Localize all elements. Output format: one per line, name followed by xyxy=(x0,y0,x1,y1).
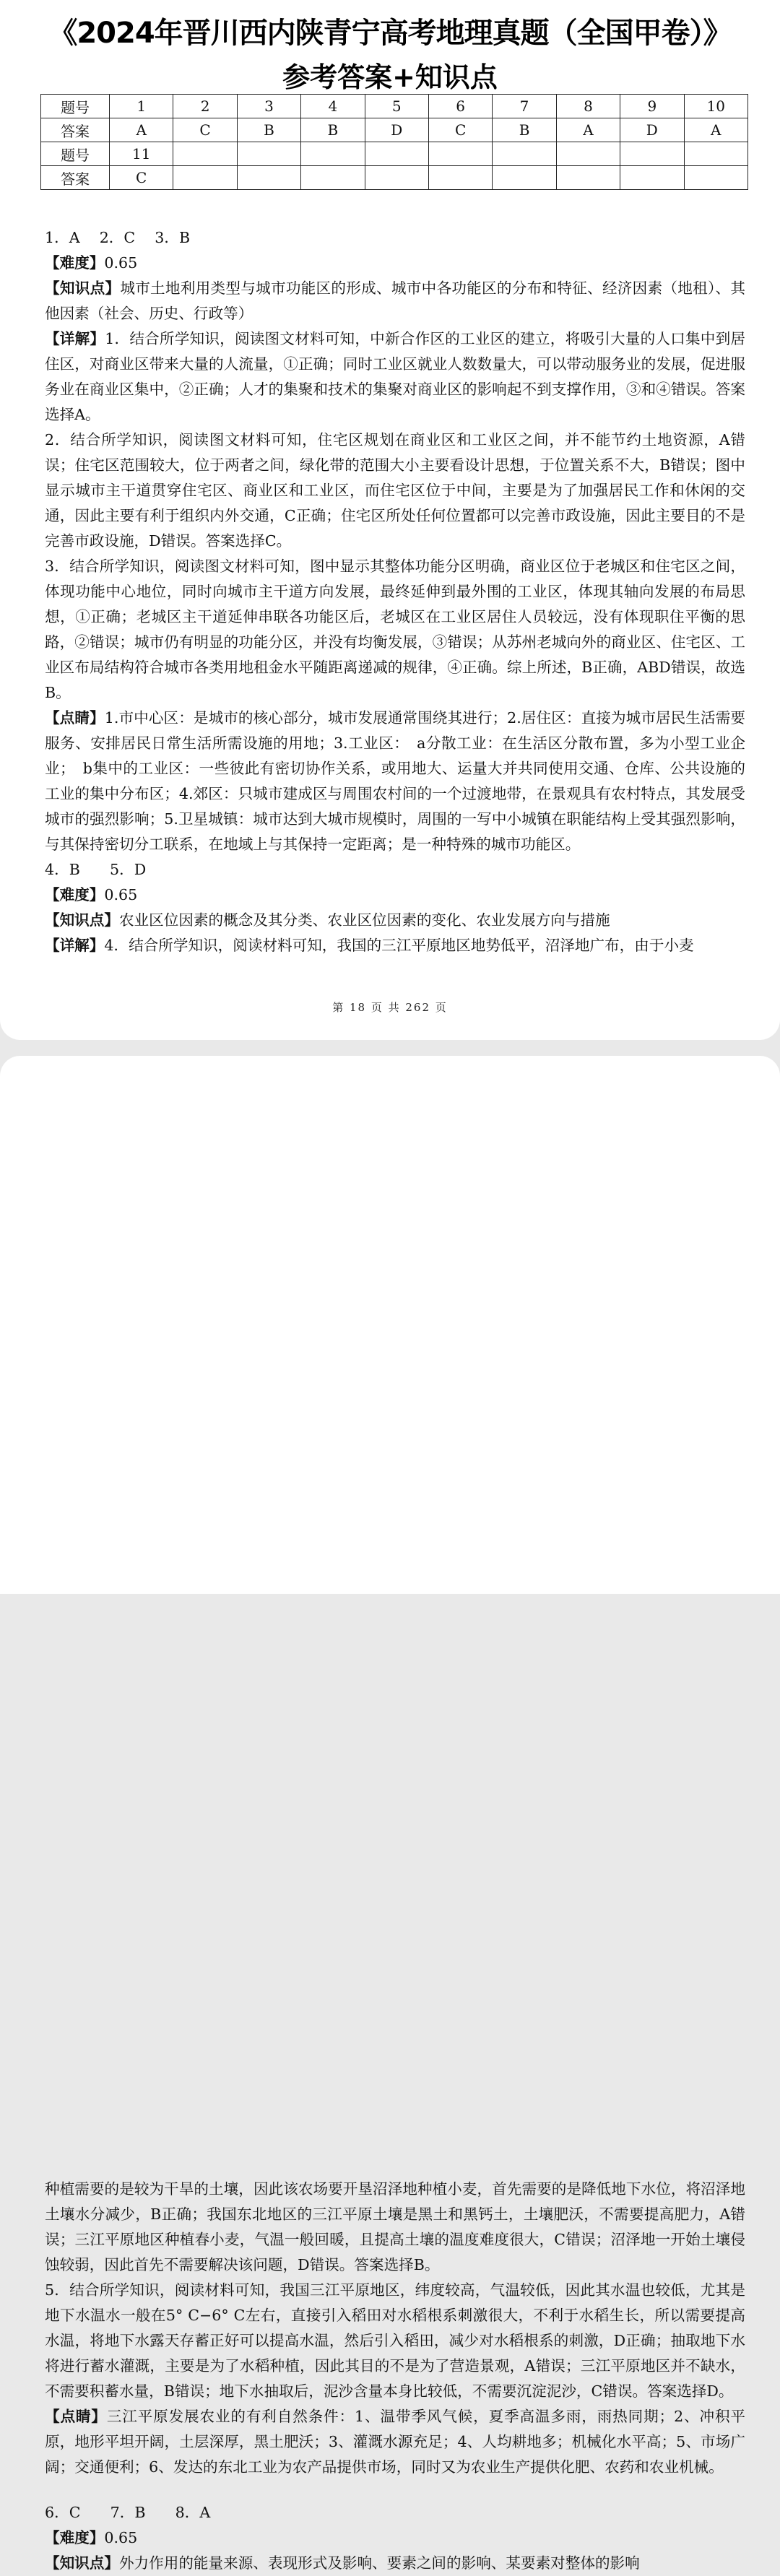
section-tag: 【难度】 xyxy=(45,2529,105,2546)
paragraph-text: 0.65 xyxy=(104,254,138,272)
table-cell xyxy=(365,166,428,190)
table-cell: A xyxy=(556,118,620,142)
table-cell xyxy=(428,166,492,190)
paragraph-text: 0.65 xyxy=(104,886,138,903)
table-cell: 9 xyxy=(620,95,684,118)
table-cell xyxy=(556,142,620,166)
section-tag: 【知识点】 xyxy=(45,279,121,297)
table-cell: B xyxy=(301,118,365,142)
paragraph-text: 城市土地利用类型与城市功能区的形成、城市中各功能区的分布和特征、经济因素（地租）、其他因素（社会、历史、行政等） xyxy=(45,279,746,322)
answer-table xyxy=(40,94,748,190)
section-tag: 【难度】 xyxy=(45,254,105,272)
table-cell: A xyxy=(110,118,173,142)
table-cell: C xyxy=(110,166,173,190)
page2-content xyxy=(45,2177,745,2576)
table-cell: D xyxy=(620,118,684,142)
paragraph xyxy=(45,857,745,882)
paragraph xyxy=(45,326,745,428)
table-row xyxy=(41,95,748,118)
row-label: 题号 xyxy=(41,95,110,118)
paragraph-text: 5．结合所学知识，阅读材料可知，我国三江平原地区，纬度较高，气温较低，因此其水温也较低，尤其是地下水温水一般在5° C−6° C左右，直接引入稻田对水稻根系刺激很大，不利于水稻生长，所以需要提高水温，将地下水露天存蓄正好可以提高水温，然后引入稻田，减少对水稻根系的刺激，D正确；抽取地下水将进行蓄水灌溉，主要是为了水稻种植，因此其目的不是为了营造景观，A错误；三江平原地区并不缺水，不需要积蓄水量，B错误；地下水抽取后，泥沙含量本身比较低，不需要沉淀泥沙，C错误。答案选择D。 xyxy=(45,2281,745,2400)
paragraph-text: 4．结合所学知识，阅读材料可知，我国的三江平原地区地势低平，沼泽地广布，由于小麦 xyxy=(104,937,694,954)
page1-content xyxy=(45,225,745,958)
table-cell xyxy=(365,142,428,166)
paragraph xyxy=(45,706,745,857)
table-cell: 8 xyxy=(556,95,620,118)
table-cell: 4 xyxy=(301,95,365,118)
paragraph-text: 外力作用的能量来源、表现形式及影响、要素之间的影响、某要素对整体的影响 xyxy=(118,2554,640,2572)
table-cell xyxy=(493,142,556,166)
row-label: 答案 xyxy=(41,166,110,190)
document-title: 《2024年晋川西内陕青宁高考地理真题（全国甲卷）》 xyxy=(48,17,732,50)
table-cell: C xyxy=(428,118,492,142)
paragraph xyxy=(45,251,745,276)
table-row xyxy=(41,166,748,190)
paragraph xyxy=(45,2177,745,2278)
table-cell: B xyxy=(493,118,556,142)
section-tag: 【知识点】 xyxy=(45,2554,119,2572)
paragraph xyxy=(45,882,745,908)
paragraph xyxy=(45,2551,745,2576)
section-tag: 【点睛】 xyxy=(45,709,105,727)
paragraph-text: 三江平原发展农业的有利自然条件：1、温带季风气候，夏季高温多雨，雨热同期；2、冲积平原，地形平坦开阔，土层深厚，黑土肥沃；3、灌溉水源充足；4、人均耕地多；机械化水平高；5、市场广阔；交通便利；6、发达的东北工业为农产品提供市场，同时又为农业生产提供化肥、农药和农业机械。 xyxy=(45,2408,746,2476)
table-cell xyxy=(173,142,237,166)
paragraph xyxy=(45,225,745,251)
paragraph xyxy=(45,908,745,933)
table-cell: 2 xyxy=(173,95,237,118)
table-cell: B xyxy=(237,118,300,142)
table-cell: 6 xyxy=(428,95,492,118)
paragraph-text: 0.65 xyxy=(104,2529,138,2546)
paragraph-text: 1．A 2．C 3．B xyxy=(45,229,191,246)
document-subtitle: 参考答案+知识点 xyxy=(282,61,498,93)
table-cell xyxy=(684,166,748,190)
paragraph-text: 农业区位因素的概念及其分类、农业区位因素的变化、农业发展方向与措施 xyxy=(118,911,610,929)
paragraph xyxy=(45,554,745,706)
paragraph-text: 种植需要的是较为干旱的土壤，因此该农场要开垦沼泽地种植小麦，首先需要的是降低地下水位，将沼泽地土壤水分减少，B正确；我国东北地区的三江平原土壤是黑土和黑钙土，土壤肥沃，不需要提高肥力，A错误；三江平原地区种植春小麦，气温一般回暖，且提高土壤的温度难度很大，C错误；沼泽地一开始土壤侵蚀较弱，因此首先不需要解决该问题，D错误。答案选择B。 xyxy=(45,2180,745,2273)
table-cell xyxy=(493,166,556,190)
table-cell xyxy=(428,142,492,166)
table-cell xyxy=(684,142,748,166)
paragraph-text: 2．结合所学知识，阅读图文材料可知，住宅区规划在商业区和工业区之间，并不能节约土地资源，A错误；住宅区范围较大，位于两者之间，绿化带的范围大小主要看设计思想，于位置关系不大，B错误；图中显示城市主干道贯穿住宅区、商业区和工业区，而住宅区位于中间，主要是为了加强居民工作和休闲的交通，因此主要有利于组织内外交通，C正确；住宅区所处任何位置都可以完善市政设施，因此主要目的不是完善市政设施，D错误。答案选择C。 xyxy=(45,431,745,550)
table-cell: C xyxy=(173,118,237,142)
table-cell xyxy=(301,142,365,166)
table-cell: 1 xyxy=(110,95,173,118)
page-19 xyxy=(0,1056,780,2572)
paragraph xyxy=(45,933,745,958)
paragraph xyxy=(45,2404,745,2480)
table-cell xyxy=(620,166,684,190)
paragraph-text: 3．结合所学知识，阅读图文材料可知，图中显示其整体功能分区明确，商业区位于老城区和住宅区之间，体现功能中心地位，同时向城市主干道方向发展，最终延伸到最外围的工业区，体现其轴向发展的布局思想，①正确；老城区主干道延伸串联各功能区后，老城区在工业区居住人员较远，没有体现职住平衡的思路，②错误；城市仍有明显的功能分区，并没有均衡发展，③错误；从苏州老城向外的商业区、住宅区、工业区布局结构符合城市各类用地租金水平随距离递减的规律，④正确。综上所述，B正确，ABD错误，故选B。 xyxy=(45,558,745,701)
table-cell xyxy=(173,166,237,190)
paragraph xyxy=(45,2500,745,2525)
table-row xyxy=(41,118,748,142)
section-tag: 【点睛】 xyxy=(45,2408,107,2425)
table-cell: 10 xyxy=(684,95,748,118)
table-cell: 11 xyxy=(110,142,173,166)
table-cell xyxy=(237,142,300,166)
table-row xyxy=(41,142,748,166)
page-18 xyxy=(0,0,780,1040)
paragraph xyxy=(45,2278,745,2404)
row-label: 答案 xyxy=(41,118,110,142)
paragraph-text: 6．C 7．B 8．A xyxy=(45,2504,211,2521)
table-cell: A xyxy=(684,118,748,142)
section-tag: 【知识点】 xyxy=(45,911,119,929)
paragraph xyxy=(45,2525,745,2551)
table-cell: D xyxy=(365,118,428,142)
table-cell xyxy=(237,166,300,190)
paragraph-text: 1．结合所学知识，阅读图文材料可知，中新合作区的工业区的建立，将吸引大量的人口集中到居住区，对商业区带来大量的人流量，①正确；同时工业区就业人数数量大，可以带动服务业的发展，促进服务业在商业区集中，②正确；人才的集聚和技术的集聚对商业区的影响起不到支撑作用，③和④错误。答案选择A。 xyxy=(45,330,745,423)
paragraph-text: 4．B 5．D xyxy=(45,861,147,878)
paragraph-text: 1.市中心区：是城市的核心部分，城市发展通常围绕其进行；2.居住区：直接为城市居民生活需要服务、安排居民日常生活所需设施的用地；3.工业区： a分散工业：在生活区分散布置，多为小型工业企业； b集中的工业区：一些彼此有密切协作关系，或用地大、运量大并共同使用交通、仓库、公共设施的工业的集中分布区；4.郊区：只城市建成区与周围农村间的一个过渡地带，在景观具有农村特点，其发展受城市的强烈影响；5.卫星城镇：城市达到大城市规模时，周围的一写中小城镇在职能结构上受其强烈影响，与其保持密切分工联系，在地域上与其保持一定距离；是一种特殊的城市功能区。 xyxy=(45,709,746,853)
section-tag: 【难度】 xyxy=(45,886,105,903)
section-tag: 【详解】 xyxy=(45,937,105,954)
table-cell xyxy=(301,166,365,190)
paragraph xyxy=(45,428,745,554)
table-cell xyxy=(556,166,620,190)
table-cell: 3 xyxy=(237,95,300,118)
row-label: 题号 xyxy=(41,142,110,166)
table-cell xyxy=(620,142,684,166)
paragraph xyxy=(45,276,745,326)
table-cell: 5 xyxy=(365,95,428,118)
page-footer: 第 18 页 共 262 页 xyxy=(332,1001,448,1014)
section-tag: 【详解】 xyxy=(45,330,105,347)
table-cell: 7 xyxy=(493,95,556,118)
